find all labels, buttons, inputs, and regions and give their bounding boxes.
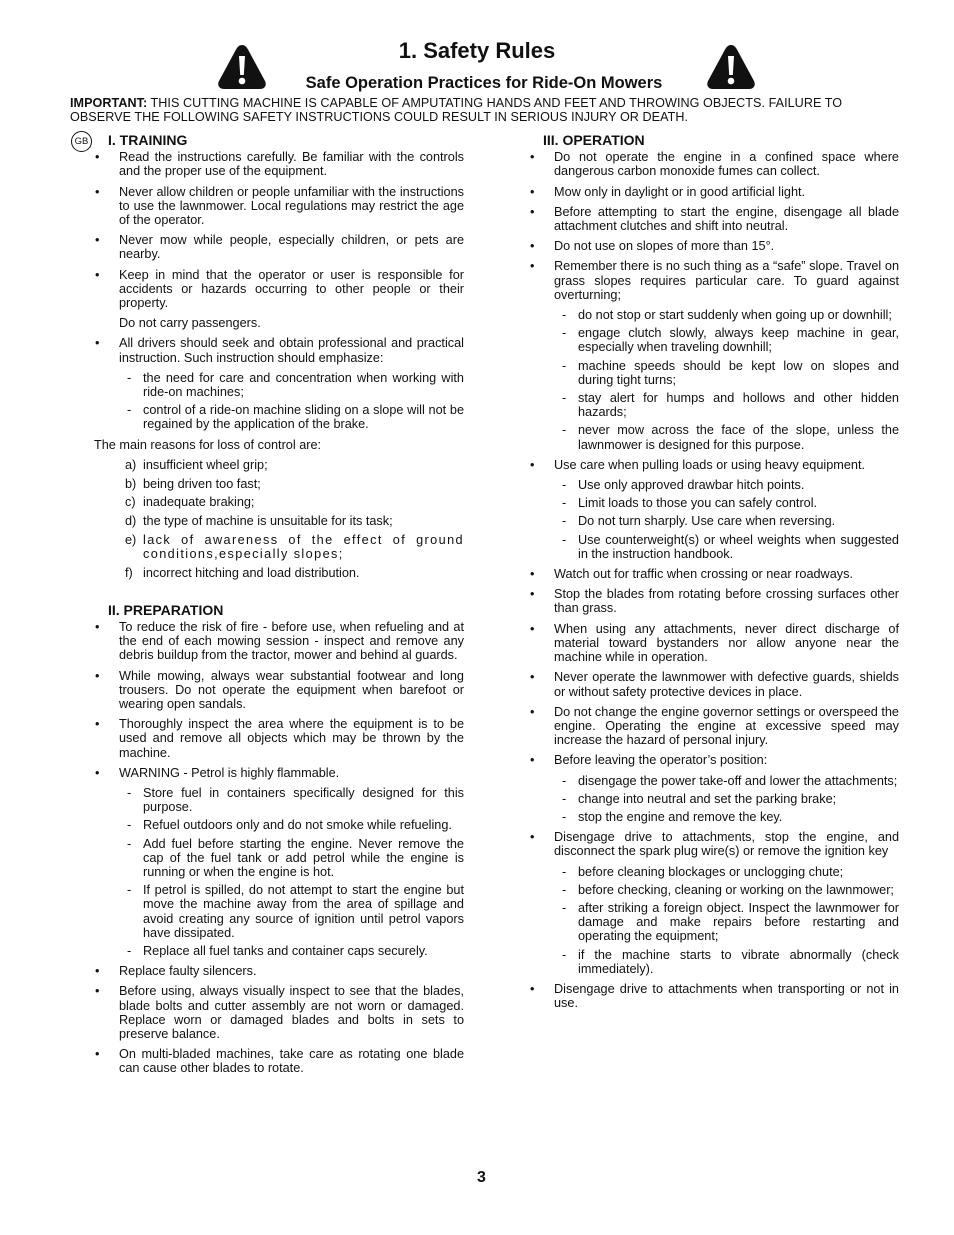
sub-list (554, 478, 899, 561)
reason-item: e) lack of awareness of the effect of ground conditions,especially slopes; (125, 532, 464, 561)
sub-list (554, 865, 899, 976)
reason-item: b) being driven too fast; (125, 476, 261, 491)
list-item: • Disengage drive to attachments when transporting or not in use. (523, 982, 899, 1010)
list-item: • Never allow children or people unfamiliar with the instructions to use the lawnmower. Local regulations may restrict the age of the operator. (88, 185, 464, 228)
list-item: • Stop the blades from rotating before crossing surfaces other than grass. (523, 587, 899, 615)
sub-list-item: - never mow across the face of the slope, unless the lawnmower is designed for this purpose. (554, 423, 899, 451)
operation-list (523, 150, 899, 1010)
right-column (523, 133, 899, 1016)
reason-item: a) insufficient wheel grip; (125, 457, 268, 472)
list-item: • WARNING - Petrol is highly flammable. - Store fuel in containers specifically designed for this purpose. - Refuel outdoors only and do not smoke while refueling. - Add fuel before starting the engine. Never remove the cap of the fuel tank or add petrol while the engine is running or when the engine is hot. - If petrol is spilled, do not attempt to start the engine but move the machine away from the area of spillage and avoid creating any source of ignition until petrol vapors have dissipated. - Replace all fuel tanks and container caps securely. (88, 766, 464, 958)
sub-list-item: - control of a ride-on machine sliding on a slope will not be regained by the application of the brake. (119, 403, 464, 431)
list-item: • All drivers should seek and obtain professional and practical instruction. Such instruction should emphasize: - the need for care and concentration when working with ride-on machines; - control of a ride-on machine sliding on a slope will not be regained by the application of the brake. (88, 336, 464, 431)
list-item: • Mow only in daylight or in good artificial light. (523, 185, 899, 199)
section-heading-preparation: II. PREPARATION (108, 601, 224, 618)
sub-list-item: - before cleaning blockages or unclogging chute; (554, 865, 899, 879)
sub-list-item: - do not stop or start suddenly when going up or downhill; (554, 308, 899, 322)
page-subtitle: Safe Operation Practices for Ride-On Mowers (305, 74, 663, 92)
sub-list-item: - Add fuel before starting the engine. Never remove the cap of the fuel tank or add petrol while the engine is running or when the engine is hot. (119, 837, 464, 880)
list-item: • When using any attachments, never direct discharge of material toward bystanders nor allow anyone near the machine while in operation. (523, 622, 899, 665)
list-item: • Never mow while people, especially children, or pets are nearby. (88, 233, 464, 261)
left-column (88, 133, 464, 1082)
list-paragraph: Do not carry passengers. (119, 316, 261, 331)
sub-list-item: - Do not turn sharply. Use care when reversing. (554, 514, 899, 528)
list-item: • Do not operate the engine in a confined space where dangerous carbon monoxide fumes can collect. (523, 150, 899, 178)
sub-list-item: - change into neutral and set the parking brake; (554, 792, 899, 806)
sub-list-item: - Use counterweight(s) or wheel weights when suggested in the instruction handbook. (554, 533, 899, 561)
sub-list-item: - Replace all fuel tanks and container caps securely. (119, 944, 464, 958)
list-item: • Remember there is no such thing as a “safe” slope. Travel on grass slopes requires particular care. To guard against overturning; - do not stop or start suddenly when going up or downhill; - engage clutch slowly, always keep machine in gear, especially when traveling downhill; - machine speeds should be kept low on slopes and during tight turns; - stay alert for humps and hollows and other hidden hazards; - never mow across the face of the slope, unless the lawnmower is designed for this purpose. (523, 259, 899, 451)
sub-list-item: - Use only approved drawbar hitch points. (554, 478, 899, 492)
sub-list-item: - disengage the power take-off and lower the attachments; (554, 774, 899, 788)
reasons-intro: The main reasons for loss of control are: (94, 437, 322, 452)
list-item: • Do not change the engine governor settings or overspeed the engine. Operating the engine at excessive speed may increase the hazard of personal injury. (523, 705, 899, 748)
list-item: • Use care when pulling loads or using heavy equipment. - Use only approved drawbar hitch points. - Limit loads to those you can safely control. - Do not turn sharply. Use care when reversing. - Use counterweight(s) or wheel weights when suggested in the instruction handbook. (523, 458, 899, 561)
language-badge: GB (71, 131, 92, 152)
sub-list (554, 308, 899, 452)
sub-list-item: - stay alert for humps and hollows and other hidden hazards; (554, 391, 899, 419)
reason-item: d) the type of machine is unsuitable for its task; (125, 513, 393, 528)
sub-list (119, 371, 464, 432)
page-number: 3 (477, 1169, 486, 1186)
list-item: • Replace faulty silencers. (88, 964, 464, 978)
section-heading-operation: III. OPERATION (543, 132, 645, 148)
sub-list-item: - Refuel outdoors only and do not smoke while refueling. (119, 818, 464, 832)
sub-list (119, 786, 464, 958)
preparation-list (88, 620, 464, 1076)
list-item: • Never operate the lawnmower with defective guards, shields or without safety protective devices in place. (523, 670, 899, 698)
section-heading-training: I. TRAINING (108, 132, 188, 148)
list-item: • On multi-bladed machines, take care as rotating one blade can cause other blades to rotate. (88, 1047, 464, 1075)
reasons-list (88, 458, 464, 580)
important-notice (70, 96, 902, 124)
sub-list-item: - engage clutch slowly, always keep machine in gear, especially when traveling downhill; (554, 326, 899, 354)
sub-list-item: - if the machine starts to vibrate abnormally (check immediately). (554, 948, 899, 976)
list-item: • Before leaving the operator’s position: - disengage the power take-off and lower the attachments; - change into neutral and set the parking brake; - stop the engine and remove the key. (523, 753, 899, 824)
list-item: • Keep in mind that the operator or user is responsible for accidents or hazards occurring to other people or their property. Do not carry passengers. (88, 268, 464, 331)
list-item: • While mowing, always wear substantial footwear and long trousers. Do not operate the equipment when barefoot or wearing open sandals. (88, 669, 464, 712)
reason-item: c) inadequate braking; (125, 495, 255, 510)
sub-list-item: - If petrol is spilled, do not attempt to start the engine but move the machine away from the area of spillage and avoid creating any source of ignition until petrol vapors have dissipated. (119, 883, 464, 940)
list-item: • To reduce the risk of fire - before use, when refueling and at the end of each mowing session - inspect and remove any debris buildup from the tractor, mower and behind al guards. (88, 620, 464, 663)
list-item: • Watch out for traffic when crossing or near roadways. (523, 567, 899, 581)
important-text: THIS CUTTING MACHINE IS CAPABLE OF AMPUTATING HANDS AND FEET AND THROWING OBJECTS. FAILURE TO OBSERVE THE FOLLOWING SAFETY INSTRUCTIONS COULD RESULT IN SERIOUS INJURY OR DEATH. (70, 96, 843, 124)
reason-item: f) incorrect hitching and load distribution. (125, 565, 360, 580)
list-item: • Read the instructions carefully. Be familiar with the controls and the proper use of the equipment. (88, 150, 464, 178)
sub-list-item: - after striking a foreign object. Inspect the lawnmower for damage and make repairs before restarting and operating the equipment; (554, 901, 899, 944)
list-item: • Before using, always visually inspect to see that the blades, blade bolts and cutter assembly are not worn or damaged. Replace worn or damaged blades and bolts in sets to preserve balance. (88, 984, 464, 1041)
list-item: • Before attempting to start the engine, disengage all blade attachment clutches and shift into neutral. (523, 205, 899, 233)
list-item: • Do not use on slopes of more than 15°. (523, 239, 899, 253)
sub-list-item: - Store fuel in containers specifically designed for this purpose. (119, 786, 464, 814)
sub-list-item: - stop the engine and remove the key. (554, 810, 899, 824)
sub-list-item: - Limit loads to those you can safely control. (554, 496, 899, 510)
list-item: • Thoroughly inspect the area where the equipment is to be used and remove all objects which may be thrown by the machine. (88, 717, 464, 760)
sub-list-item: - the need for care and concentration when working with ride-on machines; (119, 371, 464, 399)
sub-list (554, 774, 899, 825)
sub-list-item: - before checking, cleaning or working on the lawnmower; (554, 883, 899, 897)
training-list (88, 150, 464, 431)
sub-list-item: - machine speeds should be kept low on slopes and during tight turns; (554, 359, 899, 387)
page-title: 1. Safety Rules (398, 38, 556, 63)
important-label: IMPORTANT: (70, 96, 148, 110)
list-item: • Disengage drive to attachments, stop the engine, and disconnect the spark plug wire(s) or remove the ignition key - before cleaning blockages or unclogging chute; - before checking, cleaning or working on the lawnmower; - after striking a foreign object. Inspect the lawnmower for damage and make repairs before restarting and operating the equipment; - if the machine starts to vibrate abnormally (check immediately). (523, 830, 899, 976)
